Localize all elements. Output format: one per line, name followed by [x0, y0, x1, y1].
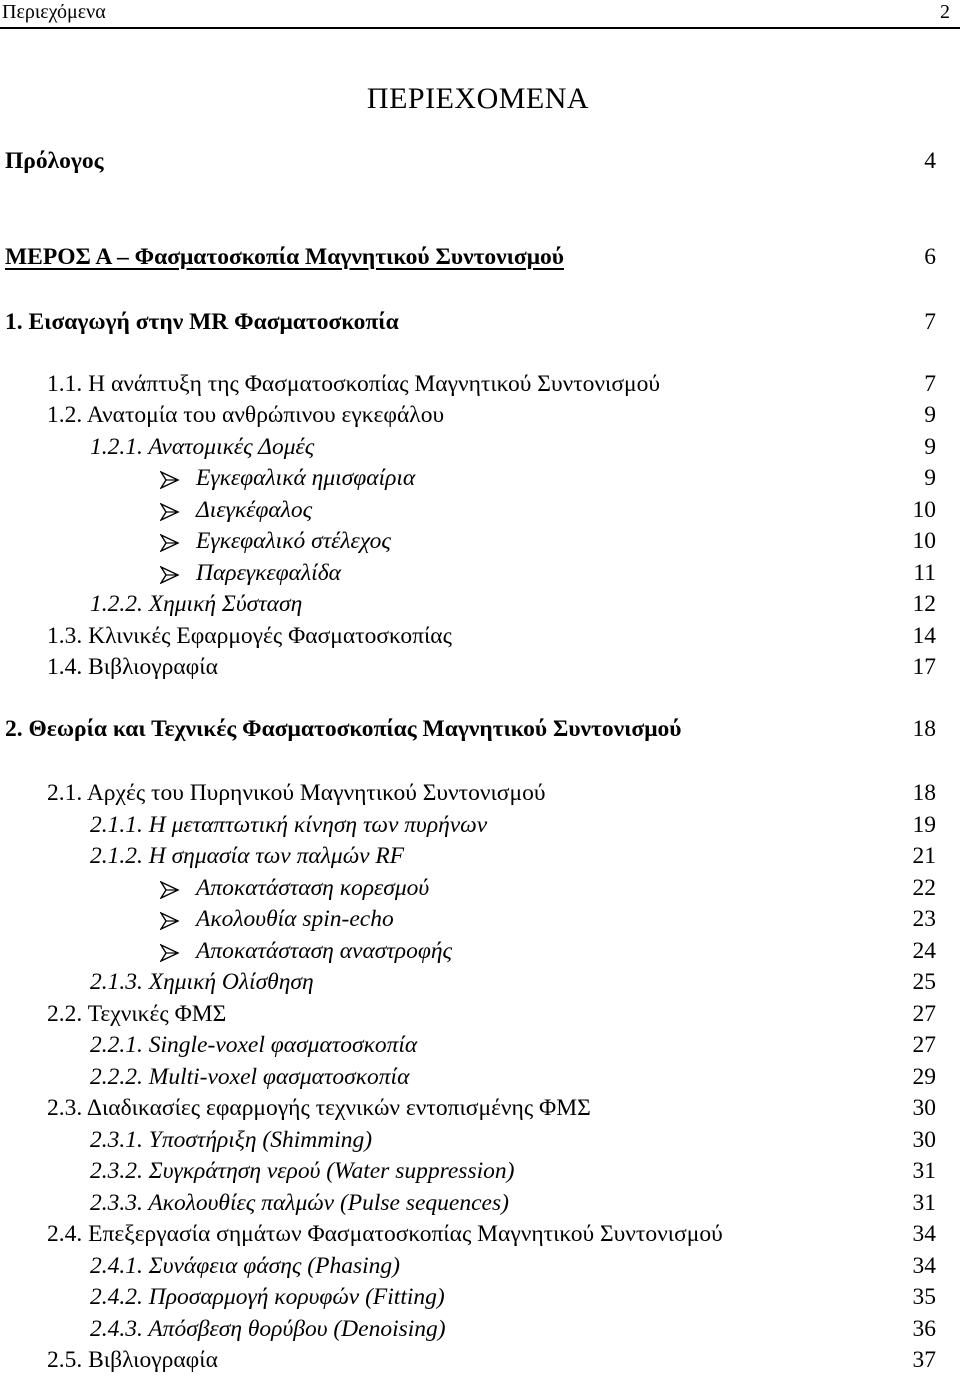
- toc-entry-title: Αποκατάσταση κορεσμού: [196, 875, 430, 901]
- toc-entry-title: 2.4.1. Συνάφεια φάσης (Phasing): [90, 1253, 400, 1279]
- toc-entry-title: 1. Εισαγωγή στην MR Φασματοσκοπία: [5, 309, 399, 335]
- toc-entry[interactable]: [0, 371, 960, 403]
- toc-entry[interactable]: [0, 1127, 960, 1159]
- toc-entry-title: 2.3. Διαδικασίες εφαρμογής τεχνικών εντοπισμένης ΦΜΣ: [47, 1095, 591, 1121]
- bullet-arrow-icon: [160, 944, 180, 962]
- toc-entry-page: 17: [912, 654, 936, 680]
- toc-entry-title: 1.3. Κλινικές Εφαρμογές Φασματοσκοπίας: [47, 623, 452, 649]
- toc-entry-page: 34: [912, 1221, 936, 1247]
- toc-entry-page: 7: [924, 371, 936, 397]
- toc-entry-title: 2.2.1. Single-voxel φασματοσκοπία: [90, 1032, 418, 1058]
- toc-entry[interactable]: [0, 1064, 960, 1096]
- toc-entry-title: 2.2.2. Multi-voxel φασματοσκοπία: [90, 1064, 410, 1090]
- toc-entry-title: 2.4.2. Προσαρμογή κορυφών (Fitting): [90, 1284, 445, 1310]
- toc-entry-title: Αποκατάσταση αναστροφής: [196, 938, 453, 964]
- toc-entry-page: 12: [912, 591, 936, 617]
- toc-entry-title: Εγκεφαλικό στέλεχος: [196, 528, 391, 554]
- toc-entry-page: 9: [924, 402, 936, 428]
- toc-entry[interactable]: [0, 1316, 960, 1348]
- header-title: Περιεχόμενα: [2, 1, 106, 23]
- toc-entry[interactable]: [0, 309, 960, 341]
- toc-entry-page: 36: [912, 1316, 936, 1342]
- toc-bullet-entry[interactable]: [0, 938, 960, 970]
- toc-entry-page: 6: [924, 244, 936, 270]
- toc-entry[interactable]: [0, 1221, 960, 1253]
- toc-entry[interactable]: [0, 623, 960, 655]
- toc-entry-page: 31: [912, 1158, 936, 1184]
- toc-entry-page: 9: [924, 434, 936, 460]
- toc-bullet-entry[interactable]: [0, 528, 960, 560]
- toc-entry-title: 2.4.3. Απόσβεση θορύβου (Denoising): [90, 1316, 446, 1342]
- toc-entry-page: 18: [912, 716, 936, 742]
- toc-entry-title: 2.1.3. Χημική Ολίσθηση: [90, 969, 314, 995]
- toc-entry-page: 14: [912, 623, 936, 649]
- toc-entry-title: 2.2. Τεχνικές ΦΜΣ: [47, 1001, 227, 1027]
- bullet-arrow-icon: [160, 912, 180, 930]
- toc-entry-title: 2. Θεωρία και Τεχνικές Φασματοσκοπίας Μαγνητικού Συντονισμού: [5, 716, 682, 742]
- toc-entry[interactable]: [0, 402, 960, 434]
- toc-entry-page: 29: [912, 1064, 936, 1090]
- bullet-arrow-icon: [160, 471, 180, 489]
- toc-entry-title: Πρόλογος: [5, 148, 104, 174]
- toc-entry-title: Διεγκέφαλος: [196, 497, 313, 523]
- toc-entry[interactable]: [0, 716, 960, 748]
- toc-entry-page: 35: [912, 1284, 936, 1310]
- toc-entry-page: 11: [913, 560, 936, 586]
- toc-entry[interactable]: [0, 812, 960, 844]
- toc-entry[interactable]: [0, 654, 960, 686]
- toc-entry[interactable]: [0, 1032, 960, 1064]
- toc-entry[interactable]: [0, 434, 960, 466]
- toc-entry[interactable]: [0, 1284, 960, 1316]
- toc-entry-title: 1.2.2. Χημική Σύσταση: [90, 591, 303, 617]
- toc-entry-title: ΜΕΡΟΣ Α – Φασματοσκοπία Μαγνητικού Συντονισμού: [5, 244, 564, 270]
- toc-entry-title: 2.1. Αρχές του Πυρηνικού Μαγνητικού Συντονισμού: [47, 780, 546, 806]
- toc-bullet-entry[interactable]: [0, 906, 960, 938]
- toc-entry[interactable]: [0, 1190, 960, 1222]
- toc-entry-page: 27: [912, 1032, 936, 1058]
- toc-entry-page: 10: [912, 497, 936, 523]
- toc-entry-title: 1.2.1. Ανατομικές Δομές: [90, 434, 315, 460]
- toc-entry-page: 22: [912, 875, 936, 901]
- header-page-number: 2: [940, 1, 950, 23]
- header-rule: [0, 27, 960, 29]
- toc-entry-title: 1.2. Ανατομία του ανθρώπινου εγκεφάλου: [47, 402, 445, 428]
- toc-entry[interactable]: [0, 1347, 960, 1379]
- toc-entry[interactable]: [0, 1095, 960, 1127]
- toc-entry-title: 2.3.2. Συγκράτηση νερού (Water suppression): [90, 1158, 515, 1184]
- toc-entry-page: 34: [912, 1253, 936, 1279]
- toc-entry-page: 10: [912, 528, 936, 554]
- bullet-arrow-icon: [160, 534, 180, 552]
- toc-entry-page: 31: [912, 1190, 936, 1216]
- toc-entry-page: 18: [912, 780, 936, 806]
- toc-entry[interactable]: [0, 148, 960, 180]
- bullet-arrow-icon: [160, 881, 180, 899]
- toc-entry-title: 1.4. Βιβλιογραφία: [47, 654, 218, 680]
- toc-entry-page: 30: [912, 1127, 936, 1153]
- page-title: ΠΕΡΙΕΧΟΜΕΝΑ: [366, 82, 590, 115]
- running-header: [0, 0, 960, 30]
- toc-entry-page: 37: [912, 1347, 936, 1373]
- toc-entry-title: 2.1.1. Η μεταπτωτική κίνηση των πυρήνων: [90, 812, 488, 838]
- toc-bullet-entry[interactable]: [0, 465, 960, 497]
- toc-bullet-entry[interactable]: [0, 497, 960, 529]
- toc-entry[interactable]: [0, 1001, 960, 1033]
- bullet-arrow-icon: [160, 503, 180, 521]
- toc-entry[interactable]: [0, 1158, 960, 1190]
- toc-entry-page: 19: [912, 812, 936, 838]
- toc-entry-title: Ακολουθία spin-echo: [196, 906, 394, 932]
- toc-entry[interactable]: [0, 780, 960, 812]
- toc-entry-page: 27: [912, 1001, 936, 1027]
- toc-entry-title: 2.4. Επεξεργασία σημάτων Φασματοσκοπίας Μαγνητικού Συντονισμού: [47, 1221, 723, 1247]
- toc-entry-title: Παρεγκεφαλίδα: [196, 560, 341, 586]
- toc-entry-page: 9: [924, 465, 936, 491]
- toc-entry-page: 24: [912, 938, 936, 964]
- toc-entry-title: 2.1.2. Η σημασία των παλμών RF: [90, 843, 405, 869]
- toc-entry-title: 2.3.3. Ακολουθίες παλμών (Pulse sequences): [90, 1190, 509, 1216]
- toc-entry-title: 1.1. Η ανάπτυξη της Φασματοσκοπίας Μαγνητικού Συντονισμού: [47, 371, 660, 397]
- toc-bullet-entry[interactable]: [0, 875, 960, 907]
- toc-entry-title: Εγκεφαλικά ημισφαίρια: [196, 465, 416, 491]
- toc-entry-title: 2.3.1. Υποστήριξη (Shimming): [90, 1127, 373, 1153]
- toc-entry[interactable]: [0, 843, 960, 875]
- toc-entry-page: 4: [924, 148, 936, 174]
- toc-entry[interactable]: [0, 1253, 960, 1285]
- toc-entry[interactable]: [0, 244, 960, 276]
- toc-entry-page: 23: [912, 906, 936, 932]
- toc-entry-page: 30: [912, 1095, 936, 1121]
- toc-bullet-entry[interactable]: [0, 560, 960, 592]
- toc-entry[interactable]: [0, 591, 960, 623]
- toc-entry-title: 2.5. Βιβλιογραφία: [47, 1347, 218, 1373]
- toc-entry-page: 25: [912, 969, 936, 995]
- bullet-arrow-icon: [160, 566, 180, 584]
- toc-entry[interactable]: [0, 969, 960, 1001]
- toc-entry-page: 7: [924, 309, 936, 335]
- toc-entry-page: 21: [912, 843, 936, 869]
